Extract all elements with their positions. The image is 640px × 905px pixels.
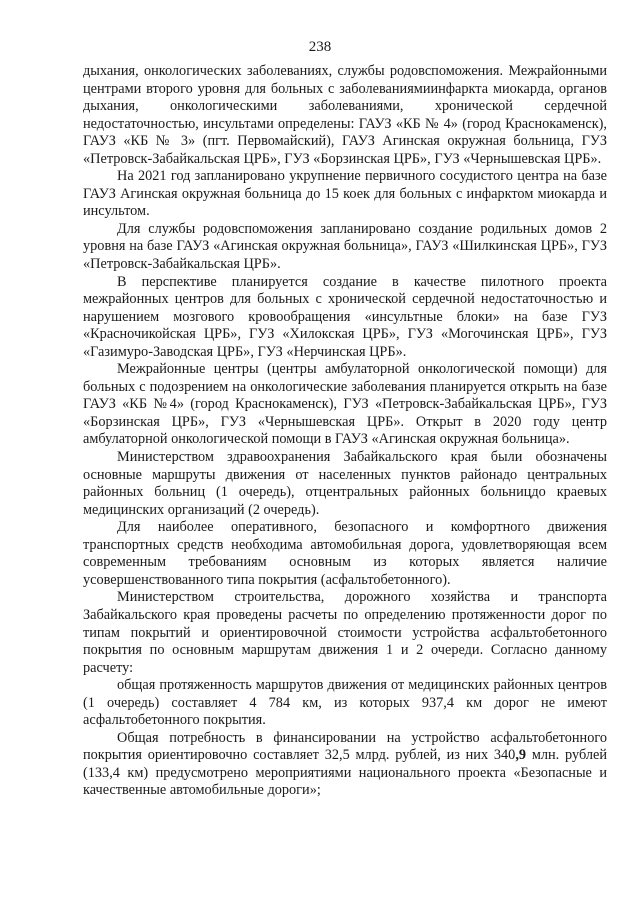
- paragraph-road-requirements: Для наиболее оперативного, безопасного и комфортного движения транспортных средств необходима автомобильная дорога, удовлетворяющая всем современным требованиям основным из которых является наличие усовершенствованного типа покрытия (асфальтобетонного).: [83, 519, 607, 588]
- document-body: [83, 63, 607, 800]
- paragraph-oncology-centers: Межрайонные центры (центры амбулаторной онкологической помощи) для больных с подозрением на онкологические заболевания планируется открыть на базе ГАУЗ «КБ №4» (город Краснокаменск), ГУЗ «Петровск-Забайкальская ЦРБ», ГУЗ «Борзинская ЦРБ», ГУЗ «Чернышевская ЦРБ». Открыт в 2020 году центр амбулаторной онкологической помощи в ГАУЗ «Агинская окружная больница».: [83, 361, 607, 448]
- paragraph-medical-centers: дыхания, онкологических заболеваниях, службы родовспоможения. Межрайонными центрами второго уровня для больных с заболеваниямиинфаркта миокарда, органов дыхания, онкологическими заболеваниями, хронической сердечной недостаточностью, инсультами определены: ГАУЗ «КБ № 4» (город Краснокаменск), ГАУЗ «КБ № 3» (пгт. Первомайский), ГАУЗ Агинская окружная больница, ГУЗ «Петровск-Забайкальская ЦРБ», ГУЗ «Борзинская ЦРБ», ГУЗ «Чернышевская ЦРБ».: [83, 63, 607, 167]
- paragraph-ministry-routes: Министерством здравоохранения Забайкальского края были обозначены основные маршруты движения от населенных пунктов районадо центральных районных больниц (1 очередь), отцентральных районных больницдо краевых медицинских организаций (2 очередь).: [83, 449, 607, 518]
- financing-bold-fragment: ,9: [515, 747, 527, 764]
- paragraph-pilot-stroke-units: В перспективе планируется создание в качестве пилотного проекта межрайонных центров для больных с хронической сердечной недостаточностью и нарушением мозгового кровообращения «инсультные блоки» на базе ГУЗ «Красночикойская ЦРБ», ГУЗ «Хилокская ЦРБ», ГУЗ «Могочинская ЦРБ», ГУЗ «Газимуро-Заводская ЦРБ», ГУЗ «Нерчинская ЦРБ».: [83, 273, 607, 360]
- paragraph-maternity-homes: Для службы родовспоможения запланировано создание родильных домов 2 уровня на базе ГАУЗ «Агинская окружная больница», ГАУЗ «Шилкинская ЦРБ», ГУЗ «Петровск-Забайкальская ЦРБ».: [83, 220, 607, 273]
- paragraph-road-calculations: Министерством строительства, дорожного хозяйства и транспорта Забайкальского края проведены расчеты по определению протяженности дорог по типам покрытий и ориентировочной стоимости устройства асфальтобетонного покрытия по основным маршрутам движения 1 и 2 очереди. Согласно данному расчету:: [83, 589, 607, 676]
- financing-text-end: млн. рублей (133,4 км) предусмотрено мероприятиями национального проекта «Безопасные и качественные автомобильные дороги»;: [83, 747, 607, 799]
- paragraph-vascular-center-2021: На 2021 год запланировано укрупнение первичного сосудистого центра на базе ГАУЗ Агинская окружная больница до 15 коек для больных с инфарктом миокарда и инсультом.: [83, 168, 607, 220]
- financing-text-start: Общая потребность в финансировании на устройство асфальтобетонного покрытия ориентировочно составляет 32,5 млрд. рублей, из них 340: [83, 729, 607, 764]
- paragraph-route-length: общая протяженность маршрутов движения от медицинских районных центров (1 очередь) составляет 4 784 км, из которых 937,4 км дорог не имеют асфальтобетонного покрытия.: [83, 677, 607, 729]
- page-number: 238: [308, 39, 332, 55]
- paragraph-financing: [83, 730, 607, 800]
